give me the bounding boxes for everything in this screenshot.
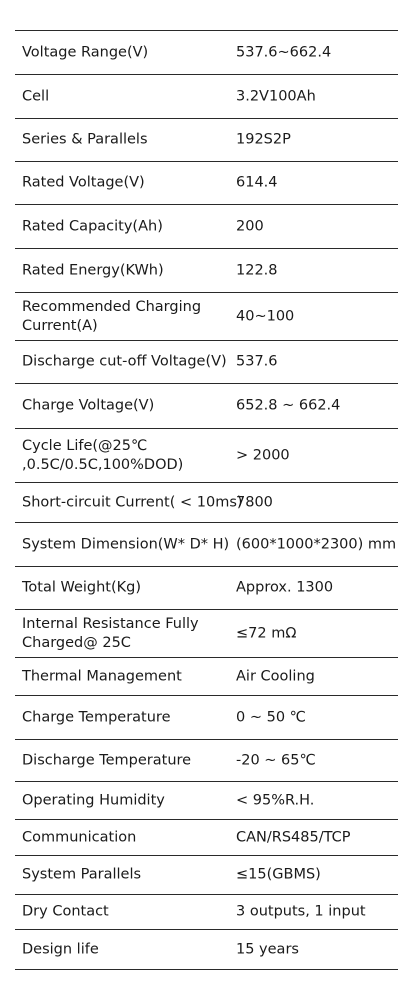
param-label: Discharge Temperature: [22, 752, 192, 768]
table-row: [15, 740, 398, 782]
param-label: Rated Energy(KWh): [22, 262, 164, 278]
table-row: [15, 895, 398, 930]
param-label: System Parallels: [22, 866, 142, 883]
param-value: 0 ~ 50 ℃: [236, 709, 306, 725]
table-row: [15, 483, 398, 523]
param-value: 122.8: [236, 262, 278, 278]
table-row: [15, 341, 398, 384]
param-label: System Dimension(W* D* H): [22, 536, 230, 552]
param-label: Cell: [22, 88, 50, 104]
spec-table: [15, 30, 398, 970]
param-label: Rated Capacity(Ah): [22, 218, 163, 234]
param-label: [22, 298, 201, 336]
param-value: (600*1000*2300) mm: [236, 536, 397, 552]
param-label-line: Current(A): [22, 317, 98, 334]
param-value: ≤15(GBMS): [236, 866, 321, 883]
param-label: Thermal Management: [22, 668, 182, 684]
table-row: [15, 658, 398, 696]
param-label: Voltage Range(V): [22, 44, 149, 60]
param-label: Rated Voltage(V): [22, 174, 145, 191]
table-row: [15, 429, 398, 483]
param-value: ≤72 mΩ: [236, 625, 297, 641]
table-row: [15, 567, 398, 610]
table-row: [15, 820, 398, 856]
param-value: > 2000: [236, 447, 290, 463]
param-label-line: Recommended Charging: [22, 298, 202, 315]
table-row: [15, 856, 398, 895]
param-value: 614.4: [236, 174, 278, 191]
param-label-line: Cycle Life(@25℃: [22, 437, 148, 454]
param-label: Charge Temperature: [22, 709, 171, 725]
table-row: [15, 384, 398, 429]
param-value: 200: [236, 218, 264, 234]
table-row: [15, 205, 398, 249]
param-label: [22, 437, 183, 475]
param-label: Communication: [22, 829, 137, 845]
table-row: [15, 293, 398, 341]
param-value: 537.6: [236, 353, 278, 370]
table-row: [15, 249, 398, 293]
param-value: 3.2V100Ah: [236, 88, 316, 104]
table-row: [15, 696, 398, 740]
param-value: < 95%R.H.: [236, 792, 315, 808]
param-value: 40~100: [236, 308, 295, 324]
param-value: CAN/RS485/TCP: [236, 829, 351, 845]
param-value: 15 years: [236, 941, 299, 957]
param-label: Design life: [22, 941, 99, 957]
table-row: [15, 610, 398, 658]
param-value: 3 outputs, 1 input: [236, 903, 366, 920]
param-value: 192S2P: [236, 131, 291, 148]
table-row: [15, 75, 398, 119]
param-label: Dry Contact: [22, 903, 109, 920]
param-label-line: Charged@ 25C: [22, 634, 131, 651]
param-label-line: ,0.5C/0.5C,100%DOD): [22, 456, 184, 473]
param-label: Charge Voltage(V): [22, 397, 155, 414]
param-label: Discharge cut-off Voltage(V): [22, 353, 227, 370]
param-label: [22, 615, 199, 653]
param-value: Approx. 1300: [236, 579, 334, 596]
param-value: 652.8 ~ 662.4: [236, 397, 341, 414]
param-value: Air Cooling: [236, 668, 315, 684]
param-label: Short-circuit Current( < 10ms): [22, 494, 243, 510]
table-row: [15, 119, 398, 162]
param-label-line: Internal Resistance Fully: [22, 615, 199, 632]
table-row: [15, 782, 398, 820]
table-row: [15, 162, 398, 205]
param-label: Total Weight(Kg): [22, 579, 142, 596]
table-row: [15, 30, 398, 75]
param-label: Series & Parallels: [22, 131, 148, 148]
param-value: -20 ~ 65℃: [236, 752, 316, 768]
param-label: Operating Humidity: [22, 792, 165, 808]
param-value: 537.6~662.4: [236, 44, 332, 60]
table-row: [15, 930, 398, 970]
param-value: 7800: [236, 494, 273, 510]
table-row: [15, 523, 398, 567]
